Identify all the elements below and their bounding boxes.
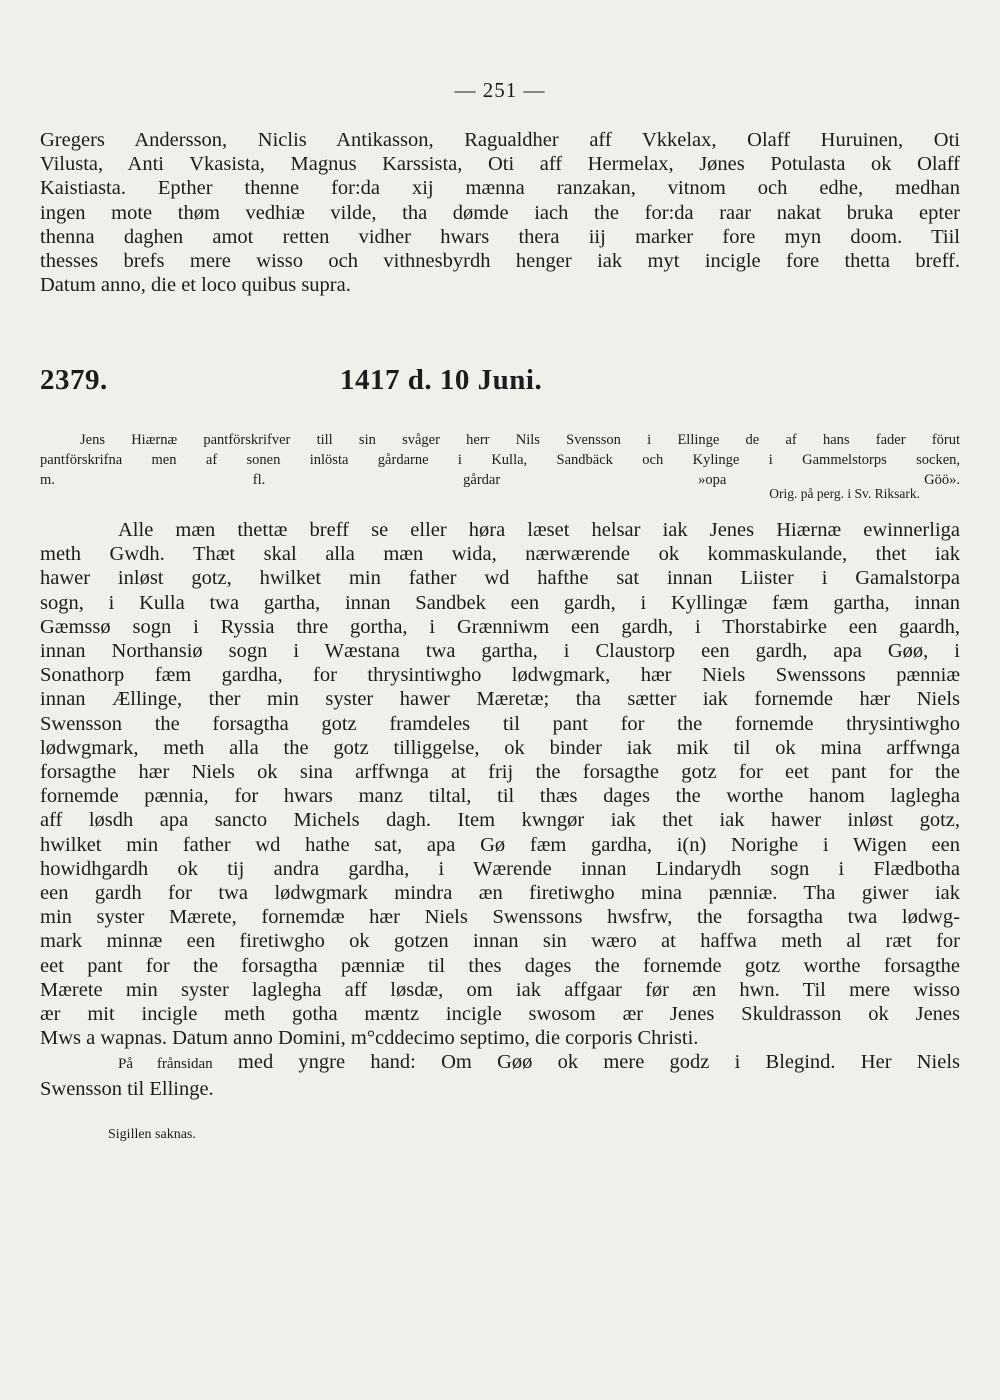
text-line: forsagthe hær Niels ok sina arffwnga at frij the forsagthe gotz for eet pant for the [40, 761, 960, 784]
provenance-note: Orig. på perg. i Sv. Riksark. [769, 486, 920, 501]
text-line: Sonathorp fæm gardha, for thrysintiwgho lødwgmark, hær Niels Swenssons pænniæ [40, 664, 960, 687]
text-line: Gæmssø sogn i Ryssia thre gortha, i Grænniwm een gardh, i Thorstabirke een gaardh, [40, 615, 960, 638]
continuation-paragraph [40, 128, 960, 297]
text-line: Alle mæn thettæ breff se eller høra læset helsar iak Jenes Hiærnæ ewinnerliga [118, 519, 960, 541]
text-line: Mws a wapnas. Datum anno Domini, m°cddecimo septimo, die corporis Christi. [40, 1027, 699, 1050]
text-line: mark minnæ een firetiwgho ok gotzen innan sin wæro at haffwa meth al ræt for [40, 930, 960, 953]
text-line: howidhgardh ok tij andra gardha, i Wærende innan Lindarydh sogn i Flædbotha [40, 857, 960, 880]
text-line: sogn, i Kulla twa gartha, innan Sandbek een gardh, i Kyllingæ fæm gartha, innan [40, 591, 960, 614]
text-line: Mærete min syster laglegha aff løsdæ, om iak affgaar før æn hwn. Til mere wisso [40, 978, 960, 1001]
seal-note: Sigillen saknas. [108, 1127, 196, 1142]
verso-text: med yngre hand: Om Gøø ok mere godz i Blegind. Her Niels [237, 1051, 961, 1074]
text-line: Gregers Andersson, Niclis Antikasson, Ragualdher aff Vkkelax, Olaff Huruinen, Oti [40, 129, 960, 151]
page-number: — 251 — [454, 78, 546, 102]
text-line: hwilket min father wd hathe sat, apa Gø fæm gardha, i(n) Norighe i Wigen een [40, 833, 960, 856]
text-line: ingen mote thøm vedhiæ vilde, tha dømde iach the for:da raar nakat bruka epter [40, 201, 960, 224]
text-line: hawer inløst gotz, hwilket min father wd hafthe sat innan Liister i Gamalstorpa [40, 567, 960, 590]
verso-line [40, 1050, 960, 1076]
text-line: Swensson the forsagtha gotz framdeles til pant for the fornemde thrysintiwgho [40, 712, 960, 735]
summary-line: m. fl. gårdar »opa Göö». [40, 472, 960, 488]
text-line: innan Ællinge, ther min syster hawer Mæretæ; tha sætter iak fornemde hær Niels [40, 688, 960, 711]
text-line: innan Northansiø sogn i Wæstana twa gartha, i Claustorp een gardh, apa Gøø, i [40, 640, 960, 663]
verso-line-2: Swensson til Ellinge. [40, 1077, 214, 1100]
text-line: Kaistiasta. Epther thenne for:da xij mænna ranzakan, vitnom och edhe, medhan [40, 177, 960, 200]
document-number: 2379. [40, 364, 108, 396]
document-date: 1417 d. 10 Juni. [340, 364, 543, 396]
text-line: fornemde pænnia, for hwars manz tiltal, til thæs dages the worthe hanom laglegha [40, 785, 960, 808]
text-line: thesses brefs mere wisso och vithnesbyrdh henger iak myt incigle fore thetta breff. [40, 250, 960, 273]
text-line: meth Gwdh. Thæt skal alla mæn wida, nærwærende ok kommaskulande, thet iak [40, 543, 960, 566]
text-line: een gardh for twa lødwgmark mindra æn firetiwgho mina pænniæ. Tha giwer iak [40, 882, 960, 905]
summary-line: pantförskrifna men af sonen inlösta gårdarne i Kulla, Sandbäck och Kylinge i Gammelstorps socken, [40, 452, 960, 468]
text-line: ær mit incigle meth gotha mæntz incigle swosom ær Jenes Skuldrasson ok Jenes [40, 1003, 960, 1026]
text-line: lødwgmark, meth alla the gotz tilliggelse, ok binder iak mik til ok mina arffwnga [40, 736, 960, 759]
text-line: Vilusta, Anti Vkasista, Magnus Karssista, Oti aff Hermelax, Jønes Potulasta ok Olaff [40, 153, 960, 176]
text-line: min syster Mærete, fornemdæ hær Niels Swenssons hwsfrw, the forsagtha twa lødwg- [40, 906, 960, 929]
document-heading [40, 364, 960, 404]
summary-line: Jens Hiærnæ pantförskrifver till sin svåger herr Nils Svensson i Ellinge de af hans fader förut [80, 432, 960, 448]
text-line: Datum anno, die et loco quibus supra. [40, 274, 351, 297]
text-line: thenna daghen amot retten vidher hwars thera iij marker fore myn doom. Tiil [40, 225, 960, 248]
body-paragraph [40, 518, 960, 1101]
text-line: eet pant for the forsagtha pænniæ til thes dages the fornemde gotz worthe forsagthe [40, 954, 960, 977]
verso-label: På frånsidan [118, 1056, 213, 1073]
text-line: aff løsdh apa sancto Michels dagh. Item kwngør iak thet iak hawer inløst gotz, [40, 809, 960, 832]
document-body [40, 518, 960, 1101]
document-summary [40, 430, 960, 490]
continuation-text [40, 128, 960, 297]
